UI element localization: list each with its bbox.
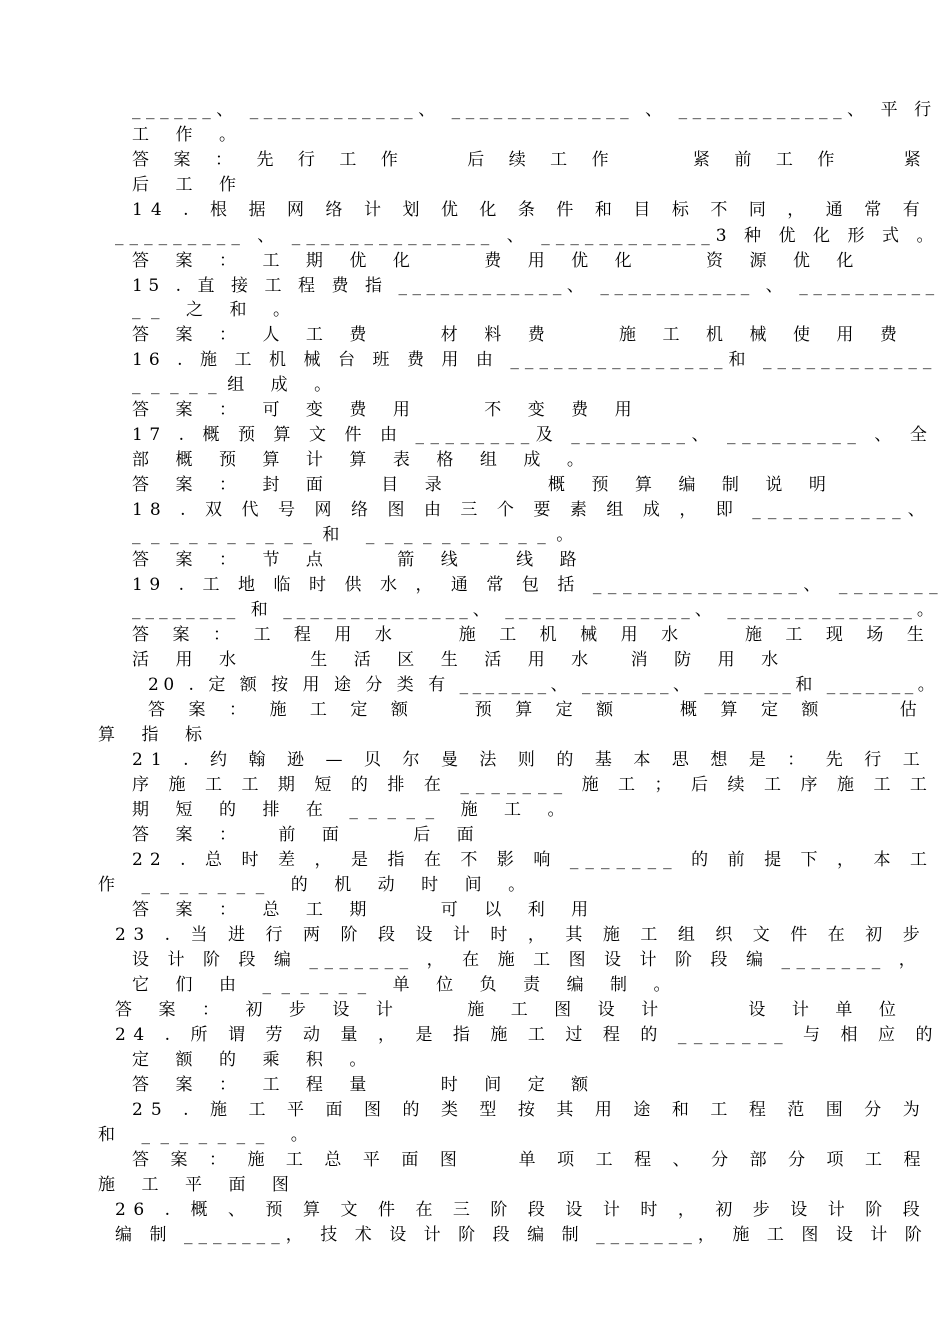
text-line: 序 施 工 工 期 短 的 排 在 _______ 施 工 ； 后 续 工 序 施 工 工	[132, 775, 934, 795]
text-line: 17 . 概 预 算 文 件 由 ________及 ________、 _________ 、 全	[132, 425, 934, 445]
text-line: 后 工 作	[132, 175, 247, 195]
text-line: 答 案 ： 施 工 定 额 预 算 定 额 概 算 定 额 估	[148, 700, 926, 720]
text-line: 25 . 施 工 平 面 图 的 类 型 按 其 用 途 和 工 程 范 围 分 为	[132, 1100, 928, 1120]
text-line: 答 案 ： 前 面 后 面	[132, 825, 485, 845]
text-line: 22 . 总 时 差 ， 是 指 在 不 影 响 _______ 的 前 提 下 ， 本 工	[132, 850, 935, 870]
text-line: _________ 、 ______________ 、 ____________3 种 优 化 形 式 。	[115, 226, 940, 246]
text-line: 18 . 双 代 号 网 络 图 由 三 个 要 素 组 成 ， 即 __________、	[132, 500, 932, 520]
text-line: 工 作 。	[132, 125, 247, 145]
text-line: 答 案 ： 工 期 优 化 费 用 优 化 资 源 优 化	[132, 251, 864, 271]
text-line: 答 案 ： 工 程 用 水 施 工 机 械 用 水 施 工 现 场 生	[132, 625, 933, 645]
text-line: __________和 __________。	[132, 525, 584, 545]
text-line: 答 案 ： 先 行 工 作 后 续 工 作 紧 前 工 作 紧	[132, 150, 931, 170]
text-line: 部 概 预 算 计 算 表 格 组 成 。	[132, 450, 595, 470]
text-line: 24 . 所 谓 劳 动 量 ， 是 指 施 工 过 程 的 _______ 与 相 应 的	[115, 1025, 941, 1045]
text-line: 作 _______ 的 机 动 时 间 。	[98, 875, 536, 895]
text-line: 15 . 直 接 工 程 费 指 ____________、 ___________ 、 __________	[132, 276, 940, 296]
text-line: 活 用 水 生 活 区 生 活 用 水 消 防 用 水	[132, 650, 789, 670]
text-line: 19 . 工 地 临 时 供 水 ， 通 常 包 括 ______________、 _______	[132, 575, 945, 595]
text-line: 14 . 根 据 网 络 计 划 优 化 条 件 和 目 标 不 同 ， 通 常 有	[132, 200, 928, 220]
text-line: 16 . 施 工 机 械 台 班 费 用 由 _______________和 ____________	[132, 350, 938, 370]
text-line: 26 . 概 、 预 算 文 件 在 三 阶 段 设 计 时 ， 初 步 设 计 阶 段	[115, 1200, 928, 1220]
text-line: ______、 ____________、 _____________ 、 ____________、 平 行	[132, 100, 937, 120]
text-line: 期 短 的 排 在 _____ 施 工 。	[132, 800, 576, 820]
text-line: _____组 成 。	[132, 375, 342, 395]
text-line: 答 案 ： 施 工 总 平 面 图 单 项 工 程 、 分 部 分 项 工 程	[132, 1150, 929, 1170]
text-line: 施 工 平 面 图	[98, 1175, 300, 1195]
text-line: 定 额 的 乘 积 。	[132, 1050, 377, 1070]
text-line: 20 . 定 额 按 用 途 分 类 有 _______、 _______、 _______和 _______。	[148, 675, 940, 695]
text-line: 和 _______ 。	[98, 1125, 319, 1145]
text-line: 答 案 ： 节 点 箭 线 线 路	[132, 550, 588, 570]
text-line: 答 案 ： 可 变 费 用 不 变 费 用	[132, 400, 643, 420]
text-line: 23 . 当 进 行 两 阶 段 设 计 时 ， 其 施 工 组 织 文 件 在 初 步	[115, 925, 928, 945]
text-line: 编 制 _______， 技 术 设 计 阶 段 编 制 _______， 施 工 图 设 计 阶	[115, 1225, 928, 1245]
text-line: 答 案 ： 工 程 量 时 间 定 额	[132, 1075, 599, 1095]
text-line: ________ 和 ______________、 ______________、 ______________。	[132, 600, 939, 620]
text-line: 答 案 ： 封 面 目 录 概 预 算 编 制 说 明	[132, 475, 837, 495]
text-line: 算 指 标	[98, 725, 213, 745]
text-line: __ 之 和 。	[132, 300, 301, 320]
text-line: 答 案 ： 人 工 费 材 料 费 施 工 机 械 使 用 费	[132, 325, 908, 345]
text-line: 21 . 约 翰 逊 — 贝 尔 曼 法 则 的 基 本 思 想 是 ： 先 行 工	[132, 750, 928, 770]
text-line: 答 案 ： 初 步 设 计 施 工 图 设 计 设 计 单 位	[115, 1000, 907, 1020]
text-line: 答 案 ： 总 工 期 可 以 利 用	[132, 900, 599, 920]
text-line: 它 们 由 ______ 单 位 负 责 编 制 。	[132, 975, 682, 995]
text-line: 设 计 阶 段 编 _______ ， 在 施 工 图 设 计 阶 段 编 _______ ，	[132, 950, 923, 970]
